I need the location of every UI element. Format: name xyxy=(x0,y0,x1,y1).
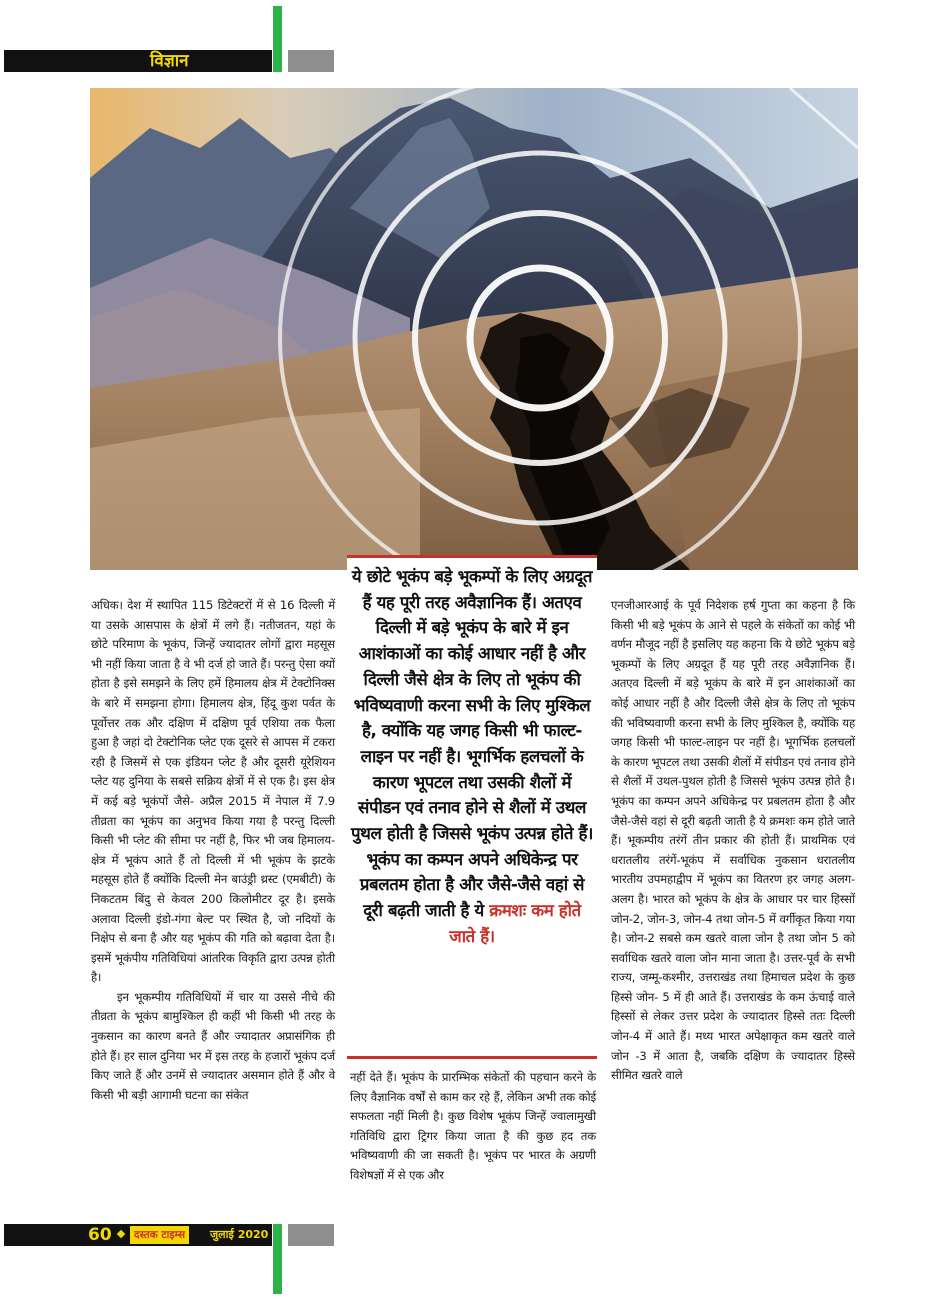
hero-earthquake-illustration xyxy=(90,88,858,570)
paragraph: नहीं देते हैं। भूकंप के प्रारम्भिक संकेतों की पहचान करने के लिए वैज्ञानिक वर्षों से काम कर रहे हैं, लेकिन अभी तक कोई सफलता नहीं मिली है। कुछ विशेष भूकंप जिन्हें ज्वालामुखी गतिविधि द्वारा ट्रिगर किया जाता है की कुछ हद तक भविष्यवाणी की जा सकती है। भूकंप पर भारत के अग्रणी विशेषज्ञों में से एक और xyxy=(350,1070,596,1182)
page-number: 60 xyxy=(88,1225,112,1245)
footer-gray-block xyxy=(288,1224,334,1246)
issue-date: जुलाई 2020 xyxy=(210,1228,269,1241)
paragraph: इन भूकम्पीय गतिविधियों में चार या उससे नीचे की तीव्रता के भूकंप बामुश्किल ही कहीं भी किसी भी तरह के नुकसान का कारण बनते हैं और ज्यादातर अप्रासंगिक ही होते हैं। हर साल दुनिया भर में इस तरह के हजारों भूकंप दर्ज किए जाते हैं और उनमें से ज्यादातर असमान होते हैं और वे किसी भी बड़ी आगामी घटना का संकेत xyxy=(91,989,335,1102)
article-column-left xyxy=(91,596,335,1204)
section-label: विज्ञान xyxy=(150,51,189,71)
article-column-middle xyxy=(350,1068,596,1204)
section-header-bar xyxy=(4,50,272,72)
paragraph: अधिक। देश में स्थापित 115 डिटेक्टरों में से 16 दिल्ली में या उसके आसपास के क्षेत्रों में लगे हैं। नतीजतन, यहां के छोटे परिमाण के भूकंप, जिन्हें ज्यादातर लोगों द्वारा महसूस भी नहीं किया जाता है वे भी दर्ज हो जाते हैं। परन्तु ऐसा क्यों होता है इसे समझने के लिए हमें हिमालय क्षेत्र में टेक्टोनिक्स के बारे में समझना होगा। हिमालय क्षेत्र, हिंदू कुश पर्वत के पूर्वोत्तर तक और दक्षिण में दक्षिण पूर्व एशिया तक फैला हुआ है जहां दो टेक्टोनिक प्लेट एक दूसरे से आपस में टकरा रही है जिसमें से एक इंडियन प्लेट है और दूसरी यूरेशियन प्लेट यह दुनिया के सबसे सक्रिय क्षेत्रों में से एक है। इस क्षेत्र में कई बड़े भूकंपों जैसे- अप्रैल 2015 में नेपाल में 7.9 तीव्रता का भूकंप का अनुभव किया गया है परन्तु दिल्ली किसी भी प्लेट की सीमा पर नहीं है, फिर भी जब हिमालय-क्षेत्र में भूकंप आते हैं तो दिल्ली में भी भूकंप के झटके महसूस होते हैं क्योंकि दिल्ली मेन बाउंड्री थ्रस्ट (एमबीटी) के निकटतम बिंदु से केवल 200 किलोमीटर दूर है। इसके अलावा दिल्ली इंडो-गंगा बेल्ट पर स्थित है, जो नदियों के निक्षेप से बना है और यह भूकंप की गति को बढ़ावा देता है। इसमें भूकंपीय गतिविधियां आंतरिक विकृति द्वारा उत्पन्न होती है। xyxy=(91,598,335,985)
article-column-right xyxy=(611,596,855,1204)
header-accent-stripe xyxy=(273,6,282,72)
paragraph: एनजीआरआई के पूर्व निदेशक हर्ष गुप्ता का कहना है कि किसी भी बड़े भूकंप के आने से पहले के संकेतों का कोई भी वर्णन मौजूद नहीं है इसलिए यह कहना कि ये छोटे भूकंप बड़े भूकम्पों के लिए अग्रदूत हैं यह पूरी तरह अवैज्ञानिक हैं। अतएव दिल्ली में बड़े भूकंप के बारे में इन आशंकाओं का कोई आधार नहीं है और दिल्ली जैसे क्षेत्र के लिए तो भूकंप की भविष्यवाणी करना सभी के लिए मुश्किल है, क्योंकि यह जगह किसी भी फाल्ट-लाइन पर नहीं है। भूगर्भिक हलचलों के कारण भूपटल तथा उसकी शैलों में संपीडन एवं तनाव होने से शैलों में उथल-पुथल होती है जिससे भूकंप उत्पन्न होते है। भूकंप का कम्पन अपने अधिकेन्द्र पर प्रबलतम होता है और जैसे-जैसे वहां से दूरी बढ़ती जाती है ये क्रमशः कम होते जाते हैं। भूकम्पीय तरंगें तीन प्रकार की होती हैं। प्राथमिक एवं धरातलीय तरंगें-भूकंप में सर्वाधिक नुकसान धरातलीय भारतीय उपमहाद्वीप में भूकंप का वितरण हर जगह अलग-अलग है। भारत को भूकंप के क्षेत्र के आधार पर चार हिस्सों जोन-2, जोन-3, जोन-4 तथा जोन-5 में वर्गीकृत किया गया है। जोन-2 सबसे कम खतरे वाला जोन है तथा जोन 5 को सर्वाधिक खतरे वाला जोन माना जाता है। उत्तर-पूर्व के सभी राज्य, जम्मू-कश्मीर, उत्तराखंड तथा हिमाचल प्रदेश के कुछ हिस्से जोन- 5 में ही आते हैं। उत्तराखंड के कम ऊंचाई वाले हिस्सों से लेकर उत्तर प्रदेश के ज्यादातर हिस्से ततः दिल्ली जोन-4 में आते हैं। मध्य भारत अपेक्षाकृत कम खतरे वाले जोन -3 में आता है, जबकि दक्षिण के ज्यादातर हिस्से सीमित खतरे वाले xyxy=(611,598,855,1083)
magazine-logo: दस्तक टाइम्स xyxy=(130,1226,189,1244)
pull-quote-text: ये छोटे भूकंप बड़े भूकम्पों के लिए अग्रदूत हैं यह पूरी तरह अवैज्ञानिक हैं। अतएव दिल्ली में बड़े भूकंप के बारे में इन आशंकाओं का कोई आधार नहीं है और दिल्ली जैसे क्षेत्र के लिए तो भूकंप की भविष्यवाणी करना सभी के लिए मुश्किल है, क्योंकि यह जगह किसी भी फाल्ट-लाइन पर नहीं है। भूगर्भिक हलचलों के कारण भूपटल तथा उसकी शैलों में संपीडन एवं तनाव होने से शैलों में उथल पुथल होती है जिससे भूकंप उत्पन्न होते हैं। भूकंप का कम्पन अपने अधिकेन्द्र पर प्रबलतम होता है और जैसे-जैसे वहां से दूरी बढ़ती जाती है ये xyxy=(351,566,593,921)
pull-quote-last-line: क्रमशः कम होते जाते हैं। xyxy=(449,900,581,946)
pull-quote xyxy=(347,555,597,1059)
footer-accent-stripe xyxy=(273,1224,282,1294)
header-gray-block xyxy=(288,50,334,72)
